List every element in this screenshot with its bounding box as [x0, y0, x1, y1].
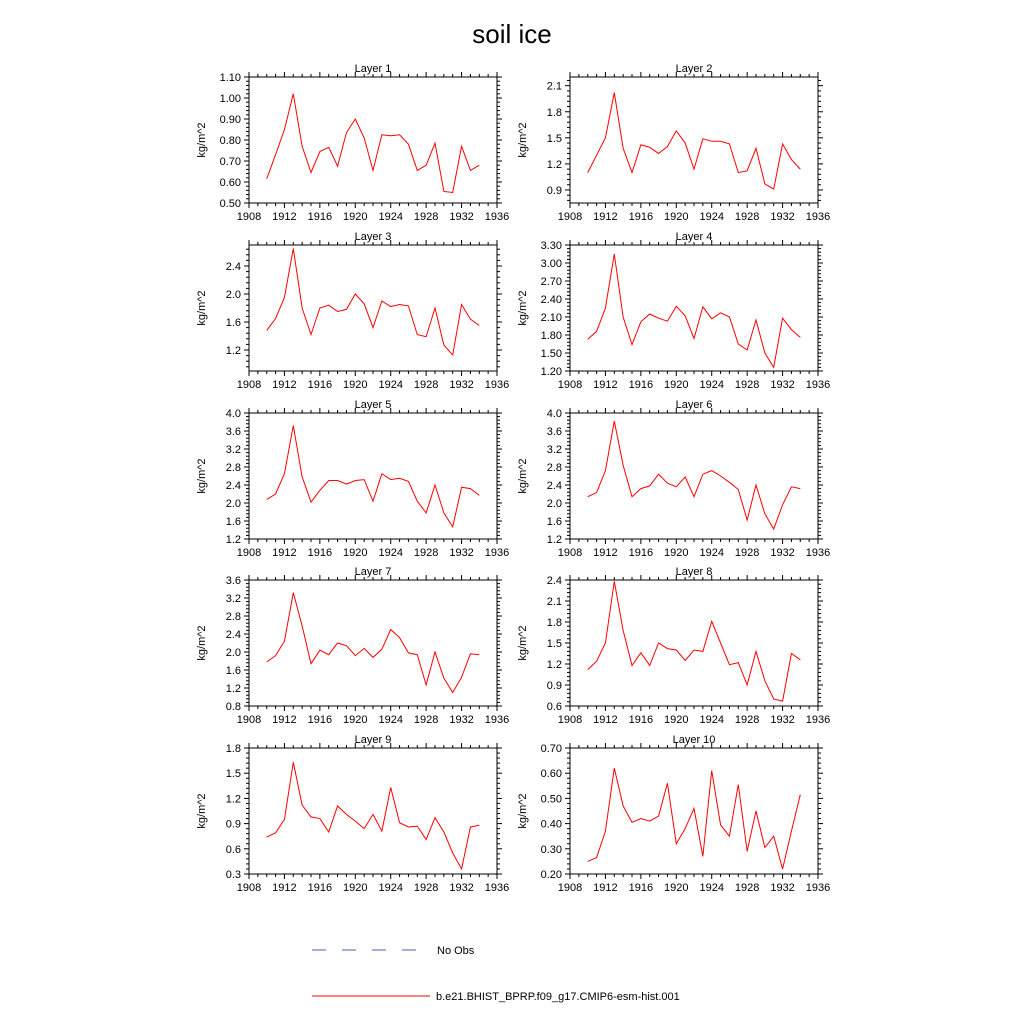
y-tick-label: 2.4 — [546, 480, 562, 492]
y-tick-label: 0.6 — [225, 843, 241, 856]
y-tick-label: 3.30 — [540, 240, 562, 252]
y-axis-label: kg/m^2 — [196, 122, 208, 158]
plot-frame — [570, 245, 818, 371]
series-line — [267, 94, 480, 193]
y-tick-label: 3.6 — [225, 426, 241, 438]
x-tick-label: 1932 — [770, 714, 795, 726]
y-tick-label: 1.8 — [546, 617, 562, 629]
y-tick-label: 1.00 — [219, 93, 241, 105]
x-tick-label: 1936 — [805, 379, 831, 391]
y-tick-label: 0.30 — [540, 843, 562, 856]
y-tick-label: 2.1 — [546, 80, 562, 93]
y-tick-label: 0.60 — [540, 768, 562, 781]
panel-title: Layer 4 — [675, 231, 713, 243]
series-line — [588, 768, 801, 869]
y-tick-label: 1.5 — [546, 638, 562, 650]
x-tick-label: 1924 — [378, 379, 403, 391]
y-tick-label: 1.5 — [225, 768, 241, 781]
y-tick-label: 4.0 — [225, 408, 241, 420]
series-line — [267, 249, 480, 355]
series-line — [267, 593, 480, 693]
legend-model-label: b.e21.BHIST_BPRP.f09_g17.CMIP6-esm-hist.001 — [436, 991, 680, 1003]
x-tick-label: 1916 — [628, 547, 654, 559]
series-line — [588, 254, 801, 367]
y-axis-label: kg/m^2 — [196, 625, 208, 661]
panel-layer-6 — [517, 399, 830, 559]
panel-layer-3 — [196, 231, 509, 391]
y-tick-label: 0.70 — [219, 156, 241, 168]
x-tick-label: 1936 — [484, 211, 510, 223]
y-tick-label: 0.40 — [540, 818, 562, 831]
panel-layer-2 — [517, 63, 830, 223]
y-tick-label: 1.6 — [546, 516, 562, 528]
plot-frame — [570, 580, 818, 706]
figure-title: soil ice — [472, 19, 552, 49]
x-tick-label: 1912 — [272, 547, 297, 559]
x-tick-label: 1928 — [734, 379, 760, 391]
x-tick-label: 1916 — [628, 882, 654, 894]
x-tick-label: 1912 — [593, 211, 618, 223]
x-tick-label: 1936 — [805, 882, 831, 894]
x-tick-label: 1924 — [378, 547, 403, 559]
y-axis-label: kg/m^2 — [517, 793, 529, 829]
x-tick-label: 1916 — [307, 882, 333, 894]
y-tick-label: 2.8 — [546, 462, 562, 474]
y-tick-label: 1.2 — [546, 534, 562, 546]
x-tick-label: 1908 — [557, 379, 583, 391]
y-tick-label: 3.2 — [225, 444, 241, 456]
y-tick-label: 2.40 — [540, 294, 562, 306]
plot-frame — [570, 77, 818, 203]
panel-title: Layer 3 — [354, 231, 392, 243]
y-tick-label: 0.3 — [225, 869, 241, 881]
y-tick-label: 2.1 — [546, 596, 562, 608]
y-tick-label: 1.2 — [225, 345, 241, 357]
x-tick-label: 1916 — [628, 379, 654, 391]
panel-layer-9 — [196, 734, 509, 894]
panel-title: Layer 5 — [354, 399, 392, 411]
y-tick-label: 4.0 — [546, 408, 562, 420]
y-tick-label: 2.0 — [225, 498, 241, 510]
x-tick-label: 1920 — [664, 211, 689, 223]
series-line — [588, 421, 801, 529]
x-tick-label: 1916 — [307, 714, 333, 726]
y-tick-label: 3.2 — [546, 444, 562, 456]
plot-frame — [249, 413, 497, 539]
y-tick-label: 0.50 — [540, 793, 562, 806]
x-tick-label: 1916 — [628, 211, 654, 223]
y-axis-label: kg/m^2 — [517, 290, 529, 326]
y-tick-label: 2.8 — [225, 611, 241, 623]
x-tick-label: 1912 — [272, 714, 297, 726]
y-tick-label: 1.2 — [546, 158, 562, 171]
y-tick-label: 3.6 — [225, 575, 241, 587]
x-tick-label: 1932 — [449, 547, 474, 559]
y-tick-label: 2.0 — [225, 289, 241, 301]
x-tick-label: 1916 — [307, 547, 333, 559]
x-tick-label: 1920 — [664, 882, 689, 894]
x-tick-label: 1924 — [378, 882, 403, 894]
x-tick-label: 1936 — [805, 714, 831, 726]
panel-layer-10 — [517, 734, 830, 894]
y-axis-label: kg/m^2 — [196, 290, 208, 326]
x-tick-label: 1920 — [343, 714, 368, 726]
x-tick-label: 1912 — [593, 379, 618, 391]
y-tick-label: 1.8 — [546, 106, 562, 119]
y-tick-label: 0.60 — [219, 177, 241, 189]
panel-layer-7 — [196, 566, 509, 726]
panel-layer-4 — [517, 231, 830, 391]
y-tick-label: 2.4 — [225, 261, 241, 273]
x-tick-label: 1920 — [343, 211, 368, 223]
x-tick-label: 1936 — [484, 714, 510, 726]
x-tick-label: 1932 — [770, 547, 795, 559]
y-tick-label: 1.6 — [225, 317, 241, 329]
x-tick-label: 1928 — [734, 547, 760, 559]
panel-title: Layer 10 — [672, 734, 716, 746]
x-tick-label: 1932 — [770, 211, 795, 223]
y-tick-label: 1.50 — [540, 348, 562, 360]
panel-layer-5 — [196, 399, 509, 559]
series-line — [588, 581, 801, 701]
y-tick-label: 2.0 — [225, 647, 241, 659]
x-tick-label: 1912 — [272, 882, 297, 894]
y-tick-label: 0.8 — [225, 701, 241, 713]
panel-title: Layer 7 — [354, 566, 392, 578]
series-line — [267, 426, 480, 527]
y-tick-label: 1.2 — [225, 683, 241, 695]
x-tick-label: 1916 — [628, 714, 654, 726]
y-axis-label: kg/m^2 — [196, 458, 208, 494]
series-line — [588, 93, 801, 189]
x-tick-label: 1924 — [699, 211, 724, 223]
x-tick-label: 1924 — [378, 211, 403, 223]
x-tick-label: 1932 — [770, 882, 795, 894]
x-tick-label: 1920 — [664, 379, 689, 391]
y-tick-label: 0.6 — [546, 701, 562, 713]
x-tick-label: 1912 — [593, 714, 618, 726]
x-tick-label: 1916 — [307, 211, 333, 223]
panel-title: Layer 9 — [354, 734, 392, 746]
x-tick-label: 1932 — [770, 379, 795, 391]
panel-layer-8 — [517, 566, 830, 726]
x-tick-label: 1932 — [449, 714, 474, 726]
y-tick-label: 0.9 — [546, 680, 562, 692]
x-tick-label: 1932 — [449, 211, 474, 223]
y-tick-label: 1.6 — [225, 665, 241, 677]
x-tick-label: 1928 — [413, 547, 439, 559]
y-tick-label: 0.50 — [219, 198, 241, 210]
x-tick-label: 1936 — [805, 547, 831, 559]
panel-title: Layer 1 — [354, 63, 392, 75]
y-tick-label: 2.70 — [540, 276, 562, 288]
x-tick-label: 1936 — [484, 379, 510, 391]
x-tick-label: 1908 — [236, 379, 262, 391]
panel-layer-1 — [196, 63, 509, 223]
panel-title: Layer 2 — [675, 63, 713, 75]
y-tick-label: 1.2 — [225, 793, 241, 806]
y-tick-label: 2.4 — [225, 480, 241, 492]
panel-title: Layer 6 — [675, 399, 713, 411]
x-tick-label: 1936 — [484, 547, 510, 559]
y-tick-label: 1.20 — [540, 366, 562, 378]
x-tick-label: 1920 — [343, 547, 368, 559]
x-tick-label: 1908 — [557, 714, 583, 726]
y-tick-label: 1.80 — [540, 330, 562, 342]
x-tick-label: 1924 — [699, 547, 724, 559]
y-tick-label: 0.80 — [219, 135, 241, 147]
y-tick-label: 2.0 — [546, 498, 562, 510]
y-tick-label: 2.4 — [225, 629, 241, 641]
x-tick-label: 1924 — [699, 714, 724, 726]
legend-obs-label: No Obs — [437, 945, 475, 957]
x-tick-label: 1916 — [307, 379, 333, 391]
y-tick-label: 3.00 — [540, 258, 562, 270]
y-tick-label: 0.90 — [219, 114, 241, 126]
x-tick-label: 1912 — [593, 547, 618, 559]
x-tick-label: 1924 — [699, 882, 724, 894]
x-tick-label: 1928 — [413, 379, 439, 391]
x-tick-label: 1920 — [343, 882, 368, 894]
y-tick-label: 2.4 — [546, 575, 562, 587]
y-tick-label: 1.2 — [546, 659, 562, 671]
y-axis-label: kg/m^2 — [517, 458, 529, 494]
x-tick-label: 1936 — [484, 882, 510, 894]
x-tick-label: 1912 — [593, 882, 618, 894]
y-tick-label: 1.6 — [225, 516, 241, 528]
y-tick-label: 1.2 — [225, 534, 241, 546]
x-tick-label: 1908 — [236, 211, 262, 223]
x-tick-label: 1936 — [805, 211, 831, 223]
y-tick-label: 1.8 — [225, 743, 241, 755]
x-tick-label: 1928 — [413, 714, 439, 726]
x-tick-label: 1908 — [236, 882, 262, 894]
y-tick-label: 2.10 — [540, 312, 562, 324]
y-axis-label: kg/m^2 — [517, 122, 529, 158]
x-tick-label: 1928 — [413, 882, 439, 894]
y-tick-label: 2.8 — [225, 462, 241, 474]
x-tick-label: 1928 — [413, 211, 439, 223]
x-tick-label: 1908 — [557, 547, 583, 559]
x-tick-label: 1928 — [734, 714, 760, 726]
y-tick-label: 0.9 — [546, 184, 562, 197]
x-tick-label: 1908 — [236, 714, 262, 726]
series-line — [267, 762, 480, 869]
y-tick-label: 0.20 — [540, 869, 562, 881]
y-tick-label: 3.2 — [225, 593, 241, 605]
y-tick-label: 3.6 — [546, 426, 562, 438]
x-tick-label: 1912 — [272, 211, 297, 223]
y-tick-label: 0.9 — [225, 818, 241, 831]
plot-frame — [249, 245, 497, 371]
y-tick-label: 0.70 — [540, 743, 562, 755]
x-tick-label: 1908 — [557, 882, 583, 894]
x-tick-label: 1920 — [664, 714, 689, 726]
plot-frame — [249, 580, 497, 706]
x-tick-label: 1912 — [272, 379, 297, 391]
x-tick-label: 1920 — [343, 379, 368, 391]
y-axis-label: kg/m^2 — [517, 625, 529, 661]
x-tick-label: 1928 — [734, 211, 760, 223]
x-tick-label: 1924 — [699, 379, 724, 391]
panels-group — [196, 63, 830, 894]
y-tick-label: 1.10 — [219, 72, 241, 84]
x-tick-label: 1932 — [449, 379, 474, 391]
y-tick-label: 1.5 — [546, 132, 562, 145]
plot-frame — [570, 413, 818, 539]
x-tick-label: 1908 — [236, 547, 262, 559]
legend — [312, 945, 680, 1003]
x-tick-label: 1932 — [449, 882, 474, 894]
x-tick-label: 1924 — [378, 714, 403, 726]
x-tick-label: 1928 — [734, 882, 760, 894]
plot-frame — [249, 77, 497, 203]
y-axis-label: kg/m^2 — [196, 793, 208, 829]
x-tick-label: 1920 — [664, 547, 689, 559]
x-tick-label: 1908 — [557, 211, 583, 223]
panel-title: Layer 8 — [675, 566, 713, 578]
